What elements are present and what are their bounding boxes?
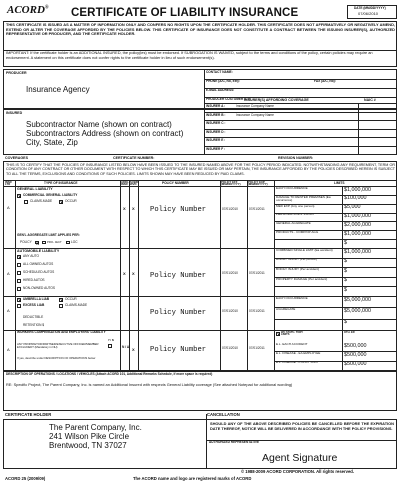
limit-label: BODILY INJURY (Per person) (276, 257, 318, 262)
divider (204, 137, 396, 138)
divider (138, 180, 139, 370)
date-box (347, 5, 397, 19)
subr-wvd-header: SUBR WVD (130, 179, 138, 187)
limit-label: PROPERTY DAMAGE (Per accident) (276, 276, 328, 281)
agent-signature[interactable]: Agent Signature (262, 452, 338, 464)
wc-expiration-date[interactable]: 07/01/2011 (249, 346, 265, 350)
limit-value[interactable]: $100,000 (344, 195, 367, 202)
limit-label: DAMAGE TO RENTED PREMISES (Ea occurrence) (276, 194, 331, 203)
wc-policy-number[interactable]: Policy Number (150, 346, 207, 354)
description-box (3, 371, 397, 411)
insurer-label: INSURER A : (206, 104, 226, 108)
wc-insurer-letter: A (7, 347, 10, 352)
wc-statutory-checkbox[interactable] (276, 332, 280, 336)
limit-label: GENERAL AGGREGATE (276, 221, 311, 226)
wc-describe: If yes, describe under DESCRIPTION OF OPERATIONS below (17, 356, 96, 360)
limit-value[interactable]: $ (344, 319, 347, 326)
wc-statutory-label: WC STATU- TORY LIMITS (281, 330, 303, 337)
important-text: IMPORTANT: If the certificate holder is an ADDITIONAL INSURED, the policy(ies) must be endorsed. If SUBROGATION IS WAIVED, subject to the terms and conditions of the policy, certain policies may require an endorsement. A statement on this certificate does not confer rights to the certificate holder in lieu of such endorsement(s). (6, 50, 373, 60)
fax-label: FAX (A/C, No): (314, 79, 336, 83)
divider (274, 277, 396, 278)
limit-label: E.L. DISEASE - EA EMPLOYEE (276, 351, 321, 356)
insured-city[interactable]: City, State, Zip (26, 138, 78, 147)
deductible-label: DEDUCTIBLE (23, 315, 44, 319)
divider (274, 267, 396, 268)
umbrella-checkbox[interactable] (17, 298, 21, 302)
wc-title: WORKERS COMPENSATION AND EMPLOYERS' LIABILITY (17, 330, 106, 334)
limit-value[interactable]: $5,000 (344, 204, 361, 211)
divider (15, 180, 16, 370)
addl-insr-header: ADDL INSR (121, 179, 129, 187)
umbrella-expiration-date[interactable]: 07/01/2011 (249, 309, 265, 313)
auto-option-checkbox[interactable] (17, 255, 21, 259)
acord-logo (7, 4, 49, 16)
gl-insurer-letter: A (7, 205, 10, 210)
auto-option-checkbox[interactable] (17, 287, 21, 291)
limit-value[interactable]: $500,000 (344, 342, 367, 349)
gl-policy-label: POLICY (20, 240, 32, 244)
divider (274, 307, 396, 308)
divider (204, 146, 396, 147)
email-label: E-MAIL ADDRESS: (206, 88, 235, 92)
limit-value[interactable]: $ (344, 277, 347, 284)
insurer-label: INSURER E : (206, 138, 226, 142)
gl-commercial-checkbox[interactable] (17, 194, 21, 198)
insurers-header: INSURER(S) AFFORDING COVERAGE (244, 98, 309, 102)
description-text[interactable]: RE: Specific Project, The Parent Company, Inc. is named an Additional Insured with respects General Liability coverage (See attached Notepad for additional wording) (6, 382, 293, 387)
limit-value[interactable]: $1,000,000 (344, 213, 371, 220)
auto-insurer-letter: A (7, 271, 10, 276)
customer-id-label: PRODUCER CUSTOMER ID #: (206, 97, 252, 101)
umbrella-claims-checkbox[interactable] (59, 304, 63, 308)
description-label: DESCRIPTION OF OPERATIONS / LOCATIONS / VEHICLES (Attach ACORD 101, Additional Remarks Schedule, if more space is required) (6, 372, 213, 376)
limit-label: PERSONAL & ADV INJURY (276, 212, 315, 217)
limit-label: EACH OCCURRENCE (276, 295, 308, 300)
phone-label: PHONE (A/C, No, Ext): (206, 79, 240, 83)
divider (274, 351, 396, 352)
auto-option-checkbox[interactable] (17, 279, 21, 283)
divider (204, 79, 396, 80)
holder-name[interactable]: The Parent Company, Inc. (49, 423, 142, 432)
trademark: The ACORD name and logo are registered marks of ACORD (133, 476, 252, 481)
producer-label: PRODUCER (6, 71, 27, 75)
insurer-label: INSURER C : (206, 121, 226, 125)
auto-expiration-date[interactable]: 07/01/2011 (249, 271, 265, 275)
limit-value[interactable]: $ (344, 258, 347, 265)
gl-loc-checkbox[interactable] (66, 241, 70, 245)
gl-claims-made-label: CLAIMS-MADE (30, 199, 53, 203)
auto-option-label: NON-OWNED AUTOS (23, 286, 55, 290)
umbrella-policy-number[interactable]: Policy Number (150, 309, 207, 317)
certificate-form (3, 3, 397, 485)
auto-option-checkbox[interactable] (17, 263, 21, 267)
divider (204, 103, 396, 104)
limit-label: PRODUCTS - COMP/OP AGG (276, 230, 319, 235)
divider (274, 286, 396, 287)
authorized-rep-label: AUTHORIZED REPRESENTATIVE (209, 440, 260, 444)
date-label: DATE (MM/DD/YYYY) (354, 5, 386, 10)
limit-label: EACH OCCURRENCE (276, 185, 308, 190)
auto-subr-wvd: X (132, 271, 135, 276)
coverages-statement: THIS IS TO CERTIFY THAT THE POLICIES OF INSURANCE LISTED BELOW HAVE BEEN ISSUED TO THE INSURED NAMED ABOVE FOR THE POLICY PERIOD INDICATED. NOTWITHSTANDING ANY REQUIREMENT, TERM OR CONDITION OF ANY CONTRACT OR OTHER DOCUMENT WITH RESPECT TO WHICH THIS CERTIFICATE MAY BE ISSUED OR MAY PERTAIN, THE INSURANCE AFFORDED BY THE POLICIES DESCRIBED HEREIN IS SUBJECT TO ALL THE TERMS, EXCLUSIONS AND CONDITIONS OF SUCH POLICIES. LIMITS SHOWN MAY HAVE BEEN REDUCED BY PAID CLAIMS. (6, 163, 395, 176)
limit-value[interactable]: $ (344, 287, 347, 293)
divider (274, 221, 396, 222)
umbrella-label: UMBRELLA LIAB (23, 297, 50, 301)
limit-label: AGGREGATE (276, 307, 296, 312)
divider (204, 120, 396, 121)
notice-text: THIS CERTIFICATE IS ISSUED AS A MATTER OF INFORMATION ONLY AND CONFERS NO RIGHTS UPON THE CERTIFICATE HOLDER. THIS CERTIFICATE DOES NOT AFFIRMATIVELY OR NEGATIVELY AMEND, EXTEND OR ALTER THE COVERAGE AFFORDED BY THE POLICIES BELOW. THIS CERTIFICATE OF INSURANCE DOES NOT CONSTITUTE A CONTRACT BETWEEN THE ISSUING INSURER(S), AUTHORIZED REPRESENTATIVE OR PRODUCER, AND THE CERTIFICATE HOLDER. (6, 22, 395, 37)
auto-option-label: HIRED AUTOS (23, 278, 45, 282)
coverages-label: COVERAGES (5, 156, 28, 160)
insurer-name[interactable]: Insurance Company Name (236, 112, 274, 117)
policy-number-header: POLICY NUMBER (162, 181, 189, 185)
divider (274, 239, 396, 240)
gl-claims-made-checkbox[interactable] (24, 200, 28, 204)
gl-policy-number[interactable]: Policy Number (150, 206, 207, 214)
form-title: CERTIFICATE OF LIABILITY INSURANCE (71, 7, 299, 19)
limit-label: E.L. DISEASE - POLICY LIMIT (276, 360, 319, 365)
copyright: © 1988-2009 ACORD CORPORATION. All rights reserved. (241, 469, 355, 474)
insr-ltr-header: INSR LTR (5, 179, 12, 187)
type-header: TYPE OF INSURANCE (44, 181, 78, 185)
limit-value[interactable]: $1,000,000 (344, 230, 371, 237)
wc-na: N / A (122, 345, 130, 349)
cancellation-text: SHOULD ANY OF THE ABOVE DESCRIBED POLICIES BE CANCELLED BEFORE THE EXPIRATION DATE THEREOF, NOTICE WILL BE DELIVERED IN ACCORDANCE WITH THE POLICY PROVISIONS. (210, 421, 394, 431)
gl-occur-label: OCCUR (65, 199, 77, 203)
auto-addl-insr: X (123, 271, 126, 276)
wc-question: ANY PROPRIETOR/PARTNER/EXECUTIVE OFFICER/MEMBER EXCLUDED? (Mandatory in NH) (17, 342, 99, 350)
wc-effective-date[interactable]: 07/01/2010 (222, 346, 238, 350)
gl-effective-date[interactable]: 07/01/2010 (222, 207, 238, 211)
limit-value[interactable]: $ (344, 267, 347, 274)
gl-subr-wvd: X (132, 206, 135, 211)
wc-yn-label: Y / N (108, 339, 114, 342)
insured-name[interactable]: Subcontractor Name (shown on contract) (26, 120, 172, 129)
divider (220, 180, 221, 370)
gl-aggregate-label: GEN'L AGGREGATE LIMIT APPLIES PER: (17, 233, 80, 237)
auto-option-label: ANY AUTO (23, 254, 40, 258)
auto-option-checkbox[interactable] (17, 271, 21, 275)
umbrella-effective-date[interactable]: 07/01/2010 (222, 309, 238, 313)
date-value[interactable]: 07/06/2010 (358, 11, 379, 16)
cancellation-label: CANCELLATION (207, 412, 240, 417)
policy-eff-header: POLICY EFF (MM/DD/YYYY) (221, 179, 241, 187)
umbrella-occur-label: OCCUR (65, 297, 77, 301)
insurer-name[interactable]: Insurance Company Name (236, 104, 274, 108)
excess-checkbox[interactable] (17, 304, 21, 308)
divider (274, 319, 396, 320)
auto-option-label: SCHEDULED AUTOS (23, 270, 55, 274)
wc-subr-wvd: X (132, 347, 135, 352)
insurer-label: INSURER D : (206, 129, 226, 134)
limit-label: BODILY INJURY (Per accident) (276, 267, 320, 271)
limit-label: COMBINED SINGLE LIMIT (Ea accident) (276, 247, 333, 252)
revision-number-label: REVISION NUMBER: (278, 156, 314, 160)
divider (206, 414, 207, 468)
auto-title: AUTOMOBILE LIABILITY (17, 249, 60, 253)
gl-occur-checkbox[interactable] (59, 200, 63, 204)
producer-name[interactable]: Insurance Agency (26, 85, 90, 94)
limit-value[interactable]: $1,000,000 (344, 186, 371, 193)
divider (247, 180, 248, 370)
naic-label: NAIC # (364, 98, 376, 102)
divider (342, 186, 343, 370)
holder-label: CERTIFICATE HOLDER (5, 412, 52, 417)
holder-city[interactable]: Brentwood, TN 37027 (49, 441, 127, 450)
insured-label: INSURED (6, 111, 23, 115)
acord-logo-text: ACORD (7, 4, 45, 16)
insurer-label: INSURER B : (206, 112, 226, 117)
divider (274, 230, 396, 231)
divider (274, 204, 396, 205)
holder-box (3, 419, 397, 469)
notice-box (3, 21, 397, 67)
gl-expiration-date[interactable]: 07/01/2011 (249, 207, 265, 211)
wc-excluded-checkbox[interactable] (108, 344, 112, 348)
divider (274, 195, 396, 196)
auto-policy-number[interactable]: Policy Number (150, 272, 207, 280)
divider (204, 129, 396, 130)
limit-value[interactable]: $1,000,000 (344, 248, 371, 255)
certificate-number-label: CERTIFICATE NUMBER: (113, 156, 155, 160)
umbrella-claims-label: CLAIMS-MADE (65, 303, 88, 307)
limit-value[interactable]: $500,000 (344, 361, 367, 368)
gl-addl-insr: X (123, 206, 126, 211)
excess-label: EXCESS LIAB (23, 303, 45, 307)
wc-other-label: OTH- ER (344, 330, 355, 334)
limit-value[interactable]: $5,000,000 (344, 307, 371, 314)
gl-loc-label: LOC (71, 240, 78, 244)
limit-value[interactable]: $2,000,000 (344, 222, 371, 229)
divider (120, 180, 121, 370)
gl-title: GENERAL LIABILITY (17, 187, 53, 191)
gl-commercial-label: COMMERCIAL GENERAL LIABILITY (23, 193, 78, 197)
coverages-table (3, 161, 397, 371)
divider (129, 180, 130, 370)
auto-effective-date[interactable]: 07/01/2010 (222, 271, 238, 275)
form-id: ACORD 25 (2009/09) (5, 476, 46, 481)
acord-logo-mark: ® (44, 5, 49, 11)
gl-project-label: PRO- JECT (47, 240, 62, 244)
limit-label: E.L. EACH ACCIDENT (276, 341, 308, 346)
limit-value[interactable]: $ (344, 239, 347, 246)
limit-label: MED EXP (Any one person) (276, 203, 315, 208)
insured-address[interactable]: Subcontractors Address (shown on contract) (26, 129, 184, 138)
retention-label: RETENTION $ (23, 323, 45, 327)
limit-value[interactable]: $500,000 (344, 351, 367, 358)
umbrella-insurer-letter: A (7, 308, 10, 313)
gl-policy-checkbox[interactable] (35, 241, 39, 245)
holder-address[interactable]: 241 Wilson Pike Circle (49, 432, 130, 441)
gl-project-checkbox[interactable] (42, 241, 46, 245)
insurer-label: INSURER F : (206, 146, 226, 151)
contact-name-label: CONTACT NAME: (206, 70, 233, 74)
limits-header: LIMITS (334, 181, 345, 185)
divider (204, 88, 396, 89)
divider (274, 180, 275, 370)
limit-value[interactable]: $5,000,000 (344, 296, 371, 303)
umbrella-occur-checkbox[interactable] (59, 298, 63, 302)
auto-option-label: ALL OWNED AUTOS (23, 262, 54, 266)
policy-exp-header: POLICY EXP (MM/DD/YYYY) (248, 179, 268, 187)
divider (204, 112, 396, 113)
